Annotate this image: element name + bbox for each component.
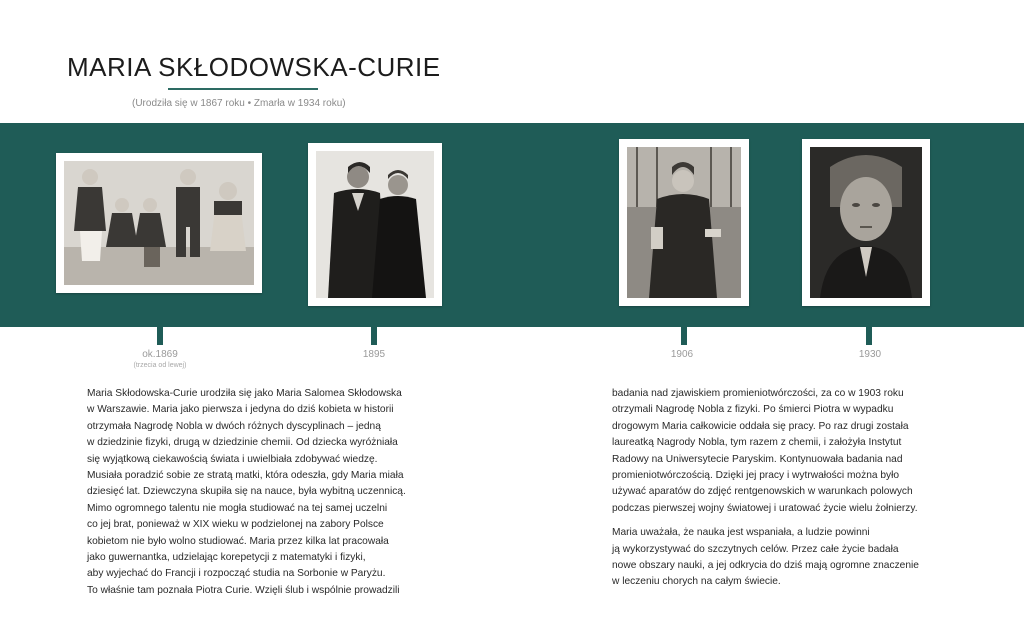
photo-portrait (802, 139, 930, 306)
photo-siblings (56, 153, 262, 293)
timeline-year: 1906 (670, 349, 694, 360)
body-paragraph: Maria uważała, że nauka jest wspaniała, a ludzie powinni ją wykorzystywać do szczytnych celów. Przez całe życie badała nowe obszary nauki, a jej odkrycia do dziś mają ogromne znaczenie w leczeniu chorych na całym świecie. (612, 527, 919, 588)
photo-laboratory (619, 139, 749, 306)
life-dates-subtitle: (Urodziła się w 1867 roku • Zmarła w 1934 roku) (132, 98, 346, 109)
timeline-year: 1895 (362, 349, 386, 360)
timeline-tick (866, 327, 872, 345)
timeline-year: ok.1869 (142, 349, 178, 360)
title-underline (168, 88, 318, 90)
photo-wedding (308, 143, 442, 306)
timeline-tick (371, 327, 377, 345)
timeline-year: 1930 (858, 349, 882, 360)
timeline-tick (157, 327, 163, 345)
timeline-year-note: (trzecia od lewej) (133, 362, 187, 369)
body-paragraph: Maria Skłodowska-Curie urodziła się jako Maria Salomea Skłodowska w Warszawie. Maria jako pierwsza i jedyna do dziś kobieta w historii otrzymała Nagrodę Nobla w dwóch różnych dyscyplinach – jedną w dziedzinie fizyki, drugą w dziedzinie chemii. Od dziecka wyróżniała się wyjątkową ciekawością świata i uwielbiała zdobywać wiedzę. Musiała poradzić sobie ze stratą matki, która odeszła, gdy Maria miała dziesięć lat. Dziewczyna skupiła się na nauce, była wybitną uczennicą. Mimo ogromnego talentu nie mogła studiować na tej samej uczelni co jej brat, ponieważ w XIX wieku w podzielonej na zabory Polsce kobietom nie było wolno studiować. Maria przez kilka lat pracowała jako guwernantka, udzielając korepetycji z matematyki i fizyki, aby wyjechać do Francji i rozpocząć studia na Sorbonie w Paryżu. To właśnie tam poznała Piotra Curie. Wzięli ślub i wspólnie prowadzili (87, 388, 406, 596)
timeline-tick (681, 327, 687, 345)
body-left-column (87, 386, 447, 607)
page-title: MARIA SKŁODOWSKA-CURIE (67, 52, 441, 82)
body-right-column (612, 386, 972, 599)
body-paragraph: badania nad zjawiskiem promieniotwórczości, za co w 1903 roku otrzymali Nagrodę Nobla z fizyki. Po śmierci Piotra w wypadku drogowym Maria całkowicie oddała się pracy. Po raz drugi została laureatką Nagrody Nobla, tym razem z chemii, i założyła Instytut Radowy na Uniwersytecie Paryskim. Kontynuowała badania nad promieniotwórczością. Dzięki jej pracy i wytrwałości można było używać aparatów do zdjęć rentgenowskich w warunkach polowych podczas pierwszej wojny światowej i uratować życie wielu żołnierzy. (612, 388, 918, 514)
